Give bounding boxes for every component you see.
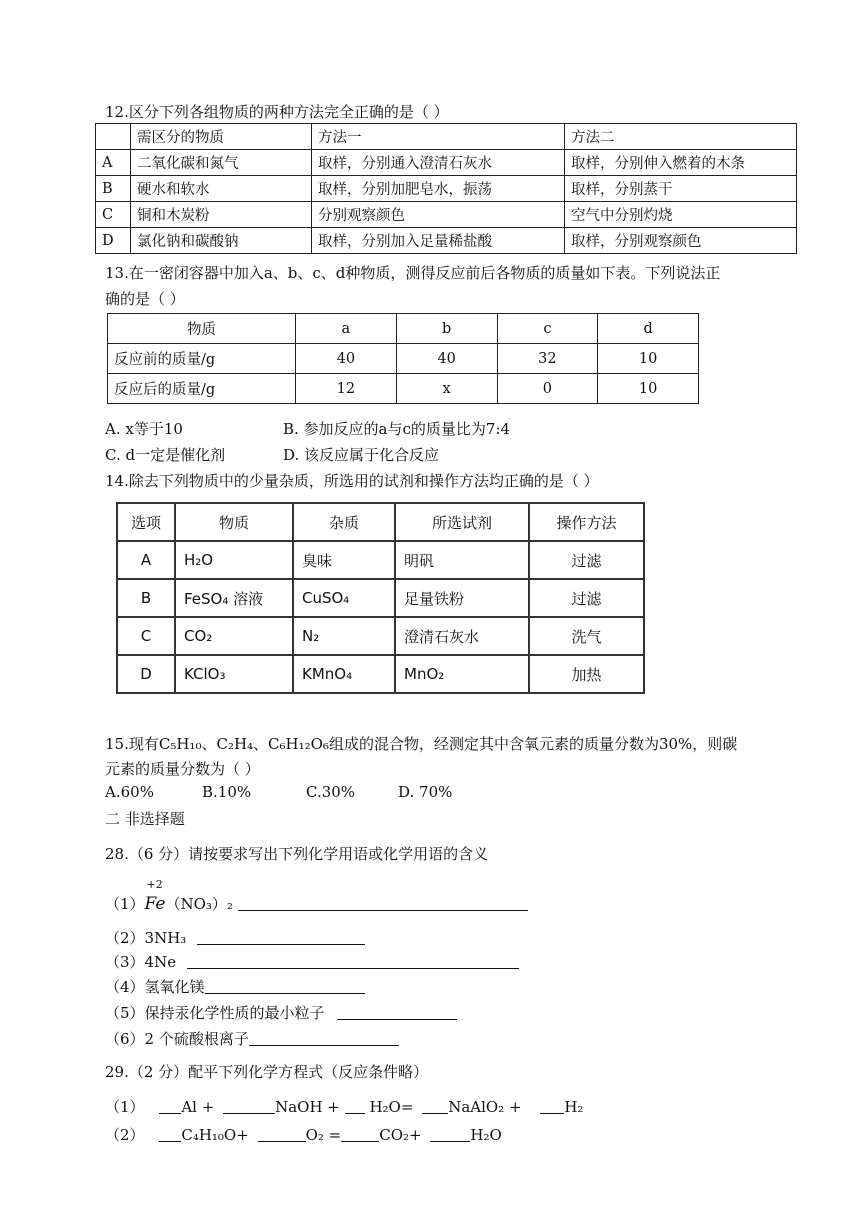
table-row [108,314,699,344]
table-header: 所选试剂 [395,503,529,541]
term: Al + [181,1098,215,1116]
table-header: 需区分的物质 [131,124,312,150]
table-header: c [497,314,598,344]
coefficient-blank[interactable] [422,1099,448,1114]
table-cell: 取样，分别观察颜色 [565,228,797,254]
table-row [96,176,797,202]
coefficient-blank[interactable] [223,1099,275,1114]
valence-mark: +2 [146,878,163,891]
q28-item-4 [105,976,365,997]
table-cell: CuSO₄ [293,579,395,617]
table-cell: 取样，分别蒸干 [565,176,797,202]
q15-option-d: D. 70% [398,783,453,801]
item-label: （1） [105,1098,145,1116]
item-label: （1） [105,895,145,913]
table-cell: 过滤 [529,579,644,617]
q28-item-1 [105,878,528,914]
table-cell: H₂O [175,541,293,579]
table-cell: 12 [296,374,397,404]
q13-table [107,313,699,404]
table-cell: 铜和木炭粉 [131,202,312,228]
table-cell: B [117,579,175,617]
table-row [96,150,797,176]
table-cell: 反应前的质量/g [108,344,296,374]
answer-blank[interactable] [205,979,365,994]
table-cell: KMnO₄ [293,655,395,693]
q13-option-c: C. d一定是催化剂 [105,446,226,464]
table-row [96,228,797,254]
item-label: （6）2 个硫酸根离子 [105,1030,249,1048]
q29-equation-2 [105,1124,502,1145]
table-cell: A [117,541,175,579]
answer-blank[interactable] [337,1005,457,1020]
q28-item-2 [105,927,365,948]
table-cell: 足量铁粉 [395,579,529,617]
q14-stem: 14.除去下列物质中的少量杂质，所选用的试剂和操作方法均正确的是（ ） [105,472,599,490]
q15-stem-line1: 15.现有C₅H₁₀、C₂H₄、C₆H₁₂O₆组成的混合物，经测定其中含氧元素的质量分数为30%，则碳 [105,735,738,753]
q15-option-c: C.30% [306,783,356,801]
table-row [117,503,644,541]
table-row [108,374,699,404]
q28-item-6 [105,1028,399,1049]
coefficient-blank[interactable] [345,1099,365,1114]
section-heading: 二 非选择题 [105,810,185,828]
element-symbol: Fe [144,894,166,914]
table-cell: 空气中分别灼烧 [565,202,797,228]
table-header: 杂质 [293,503,395,541]
table-cell: C [117,617,175,655]
formula-rest: （NO₃）₂ [165,895,233,913]
table-cell: D [117,655,175,693]
term: CO₂+ [379,1126,422,1144]
table-cell: B [96,176,131,202]
term: H₂O= [369,1098,414,1116]
table-header: b [396,314,497,344]
table-cell: 硬水和软水 [131,176,312,202]
table-header: 方法二 [565,124,797,150]
table-cell: 0 [497,374,598,404]
table-cell: 二氧化碳和氮气 [131,150,312,176]
table-header: 操作方法 [529,503,644,541]
table-header: 物质 [175,503,293,541]
table-cell: 10 [598,344,699,374]
q12-stem: 12.区分下列各组物质的两种方法完全正确的是（ ） [105,103,449,121]
q15-option-b: B.10% [202,783,252,801]
term: H₂O [470,1126,502,1144]
answer-blank[interactable] [197,930,365,945]
term: H₂ [564,1098,584,1116]
q13-stem-line1: 13.在一密闭容器中加入a、b、c、d种物质，测得反应前后各物质的质量如下表。下列说法正 [105,264,721,282]
table-cell: 32 [497,344,598,374]
table-cell: N₂ [293,617,395,655]
item-label: （4）氢氧化镁 [105,978,205,996]
coefficient-blank[interactable] [159,1099,181,1114]
table-cell: 取样，分别伸入燃着的木条 [565,150,797,176]
table-cell: D [96,228,131,254]
q13-option-d: D. 该反应属于化合反应 [283,446,440,464]
table-cell: 分别观察颜色 [312,202,565,228]
q15-stem-line2: 元素的质量分数为（ ） [105,760,260,778]
term: O₂ = [305,1126,342,1144]
table-row [96,124,797,150]
term: C₄H₁₀O+ [181,1126,249,1144]
table-header: d [598,314,699,344]
table-cell: A [96,150,131,176]
table-cell: 取样，分别通入澄清石灰水 [312,150,565,176]
coefficient-blank[interactable] [430,1127,470,1142]
table-cell: x [396,374,497,404]
table-row [117,617,644,655]
table-row [117,579,644,617]
q28-item-5 [105,1002,457,1023]
table-cell: 臭味 [293,541,395,579]
item-label: （2） [105,1126,145,1144]
table-cell: KClO₃ [175,655,293,693]
table-cell: C [96,202,131,228]
coefficient-blank[interactable] [540,1099,564,1114]
table-cell: 过滤 [529,541,644,579]
table-cell: 氯化钠和碳酸钠 [131,228,312,254]
q29-equation-1 [105,1096,583,1117]
table-row [96,202,797,228]
table-header: 物质 [108,314,296,344]
q13-option-b: B. 参加反应的a与c的质量比为7:4 [283,420,511,438]
item-label: （5）保持汞化学性质的最小粒子 [105,1004,325,1022]
term: NaAlO₂ + [448,1098,522,1116]
q13-stem-line2: 确的是（ ） [105,290,185,308]
coefficient-blank[interactable] [159,1127,181,1142]
term: NaOH + [275,1098,340,1116]
table-cell: 40 [296,344,397,374]
item-label: （3）4Ne [105,953,177,971]
table-cell: FeSO₄ 溶液 [175,579,293,617]
table-row [117,541,644,579]
table-cell [96,124,131,150]
q13-option-a: A. x等于10 [105,420,183,438]
table-cell: MnO₂ [395,655,529,693]
answer-blank[interactable] [187,954,519,969]
answer-blank[interactable] [238,896,528,911]
table-row [117,655,644,693]
q28-stem: 28.（6 分）请按要求写出下列化学用语或化学用语的含义 [105,845,489,863]
table-cell: 取样，分别加入足量稀盐酸 [312,228,565,254]
q28-item-3 [105,951,519,972]
table-cell: 取样，分别加肥皂水，振荡 [312,176,565,202]
table-header: 选项 [117,503,175,541]
coefficient-blank[interactable] [258,1127,306,1142]
table-cell: 加热 [529,655,644,693]
table-cell: 澄清石灰水 [395,617,529,655]
item-label: （2）3NH₃ [105,929,187,947]
q14-table [116,502,645,694]
q15-option-a: A.60% [105,783,154,801]
table-row [108,344,699,374]
table-cell: 10 [598,374,699,404]
answer-blank[interactable] [249,1031,399,1046]
q12-table [95,123,797,254]
table-header: a [296,314,397,344]
q29-stem: 29.（2 分）配平下列化学方程式（反应条件略） [105,1063,429,1081]
table-cell: CO₂ [175,617,293,655]
table-cell: 反应后的质量/g [108,374,296,404]
table-header: 方法一 [312,124,565,150]
table-cell: 明矾 [395,541,529,579]
coefficient-blank[interactable] [341,1127,379,1142]
table-cell: 洗气 [529,617,644,655]
table-cell: 40 [396,344,497,374]
